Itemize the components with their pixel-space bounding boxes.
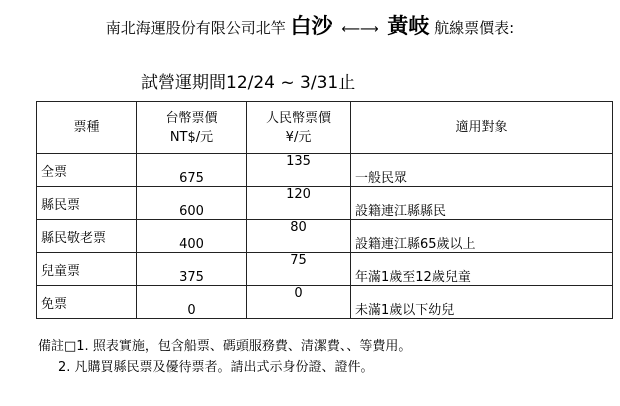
title-destination: 黃岐 [387,14,430,38]
eligibility: 一般民眾 [351,154,613,187]
twd-price: 0 [137,286,247,319]
header-ticket-type: 票種 [37,102,137,154]
rmb-price: 120 [247,187,351,220]
note-line-1: 備註□1. 照表實施，包含船票、碼頭服務費、清潔費、、等費用。 [38,339,412,354]
twd-price: 600 [137,187,247,220]
ticket-type: 免票 [37,286,137,319]
eligibility: 年滿1歲至12歲兒童 [351,253,613,286]
header-eligibility: 適用對象 [351,102,613,154]
notes [38,336,411,378]
header-rmb-price: 人民幣票價 ¥/元 [247,102,351,154]
rmb-price: 80 [247,220,351,253]
bidirectional-arrow-icon: ⟵⟶ [341,22,379,37]
fare-table-header [37,102,613,154]
page-title [0,12,620,44]
twd-price: 675 [137,154,247,187]
twd-price: 400 [137,220,247,253]
title-prefix: 南北海運股份有限公司北竿 [105,19,286,37]
table-row [37,286,613,319]
trial-period: 試營運期間12/24 ~ 3/31止 [141,73,356,93]
eligibility: 未滿1歲以下幼兒 [351,286,613,319]
ticket-type: 縣民敬老票 [37,220,137,253]
ticket-type: 縣民票 [37,187,137,220]
header-twd-price: 台幣票價 NT$/元 [137,102,247,154]
eligibility: 設籍連江縣縣民 [351,187,613,220]
ticket-type: 全票 [37,154,137,187]
table-row [37,187,613,220]
table-row [37,220,613,253]
title-suffix: 航線票價表: [434,19,515,37]
fare-table [36,101,613,319]
twd-price: 375 [137,253,247,286]
title-origin: 白沙 [290,14,333,38]
table-row [37,154,613,187]
rmb-price: 0 [247,286,351,319]
rmb-price: 135 [247,154,351,187]
table-row [37,253,613,286]
rmb-price: 75 [247,253,351,286]
note-line-2: 2. 凡購買縣民票及優待票者。請出式示身份證、證件。 [58,360,374,375]
ticket-type: 兒童票 [37,253,137,286]
eligibility: 設籍連江縣65歲以上 [351,220,613,253]
